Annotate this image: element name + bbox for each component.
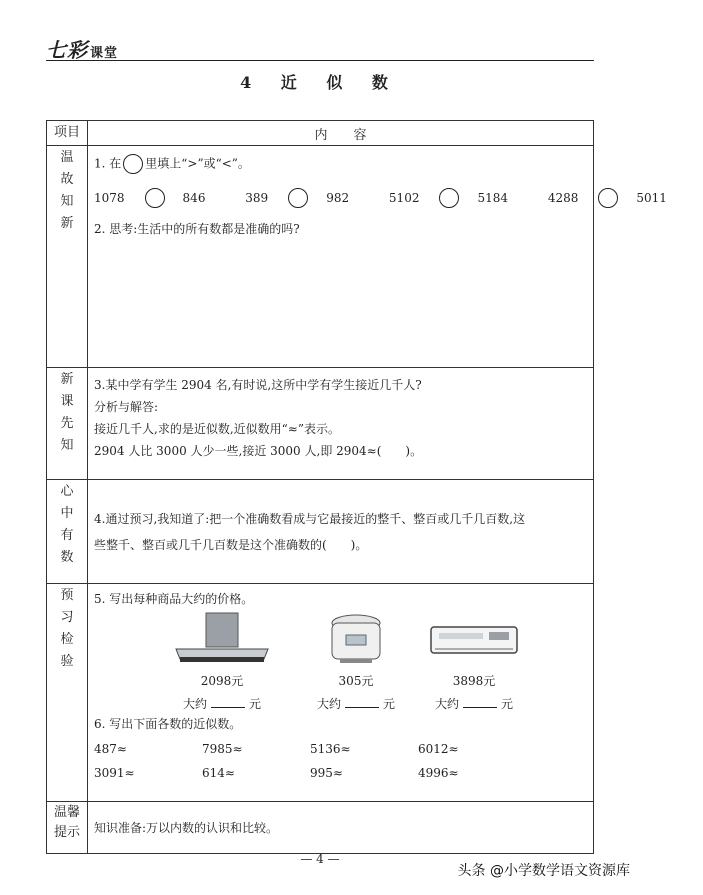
answer-blank[interactable] <box>211 707 245 708</box>
approx-item[interactable]: 995≈ <box>310 766 343 780</box>
approx-item[interactable]: 6012≈ <box>418 742 459 756</box>
comparison-2: 389 982 <box>245 188 367 208</box>
air-conditioner-icon <box>429 613 519 665</box>
approx-item[interactable]: 5136≈ <box>310 742 351 756</box>
header-item: 项目 <box>47 121 88 146</box>
page-title: 4 近 似 数 <box>240 73 400 92</box>
estimate-rice-cooker: 大约 元 <box>316 697 396 711</box>
section-label-review: 温故知新 <box>47 146 88 368</box>
approx-row-2 <box>94 766 587 780</box>
circle-icon <box>123 154 143 174</box>
circle-icon[interactable] <box>145 188 165 208</box>
answer-blank[interactable] <box>463 707 497 708</box>
section-check <box>88 584 594 802</box>
rice-cooker-icon <box>326 613 386 665</box>
lesson-table <box>46 120 667 854</box>
section-label-tips: 温馨提示 <box>47 802 88 854</box>
circle-icon[interactable] <box>598 188 618 208</box>
q4-line-2: 些整千、整百或几千几百数是这个准确数的( )。 <box>94 537 368 552</box>
brand-name: 七彩 <box>46 38 88 62</box>
answer-blank[interactable] <box>345 707 379 708</box>
q3-line: 3.某中学有学生 2904 名,有时说,这所中学有学生接近几千人? <box>94 378 422 392</box>
estimate-air-conditioner: 大约 元 <box>434 697 514 711</box>
comparison-row <box>94 188 667 208</box>
section-summary <box>88 480 594 584</box>
circle-icon[interactable] <box>288 188 308 208</box>
approx-item[interactable]: 3091≈ <box>94 766 135 780</box>
range-hood-icon <box>172 613 272 665</box>
brand-logo <box>46 34 118 63</box>
section-new-lesson <box>88 368 594 480</box>
q5-line: 5. 写出每种商品大约的价格。 <box>94 592 254 606</box>
section-review <box>88 146 667 368</box>
analysis-line: 分析与解答: <box>94 400 159 414</box>
approx-item[interactable]: 614≈ <box>202 766 235 780</box>
section-label-summary: 心中有数 <box>47 480 88 584</box>
section-label-new: 新课先知 <box>47 368 88 480</box>
q2-line: 2. 思考:生活中的所有数都是准确的吗? <box>94 222 300 236</box>
approx-row-1 <box>94 742 587 756</box>
explain-line: 接近几千人,求的是近似数,近似数用“≈”表示。 <box>94 422 340 436</box>
price-air-conditioner: 3898元 <box>452 674 496 688</box>
header-content: 内 容 <box>88 121 594 146</box>
header-divider <box>46 60 594 61</box>
brand-sub: 课堂 <box>90 46 119 61</box>
products-row <box>94 613 587 713</box>
approx-item[interactable]: 4996≈ <box>418 766 459 780</box>
product-air-conditioner <box>414 613 534 712</box>
approx-item[interactable]: 487≈ <box>94 742 127 756</box>
q4-line-1: 4.通过预习,我知道了:把一个准确数看成与它最接近的整千、整百或几千几百数,这 <box>94 511 526 526</box>
circle-icon[interactable] <box>439 188 459 208</box>
section-tips: 知识准备:万以内数的认识和比较。 <box>88 802 594 854</box>
comparison-3: 5102 5184 <box>389 188 526 208</box>
price-range-hood: 2098元 <box>200 674 244 688</box>
q1-line: 1. 在 里填上“>”或“<”。 <box>94 154 587 174</box>
comparison-1: 1078 846 <box>94 188 223 208</box>
price-rice-cooker: 305元 <box>338 674 374 688</box>
product-rice-cooker <box>308 613 404 712</box>
page-number: — 4 — <box>300 852 340 866</box>
product-range-hood <box>170 613 274 712</box>
approx-item[interactable]: 7985≈ <box>202 742 243 756</box>
q6-line: 6. 写出下面各数的近似数。 <box>94 717 242 731</box>
estimate-range-hood: 大约 元 <box>182 697 262 711</box>
answer-line: 2904 人比 3000 人少一些,接近 3000 人,即 2904≈( )。 <box>94 444 423 458</box>
watermark: 头条 @小学数学语文资源库 <box>457 863 630 879</box>
section-label-check: 预习检验 <box>47 584 88 802</box>
comparison-4: 4288 5011 <box>548 188 685 208</box>
